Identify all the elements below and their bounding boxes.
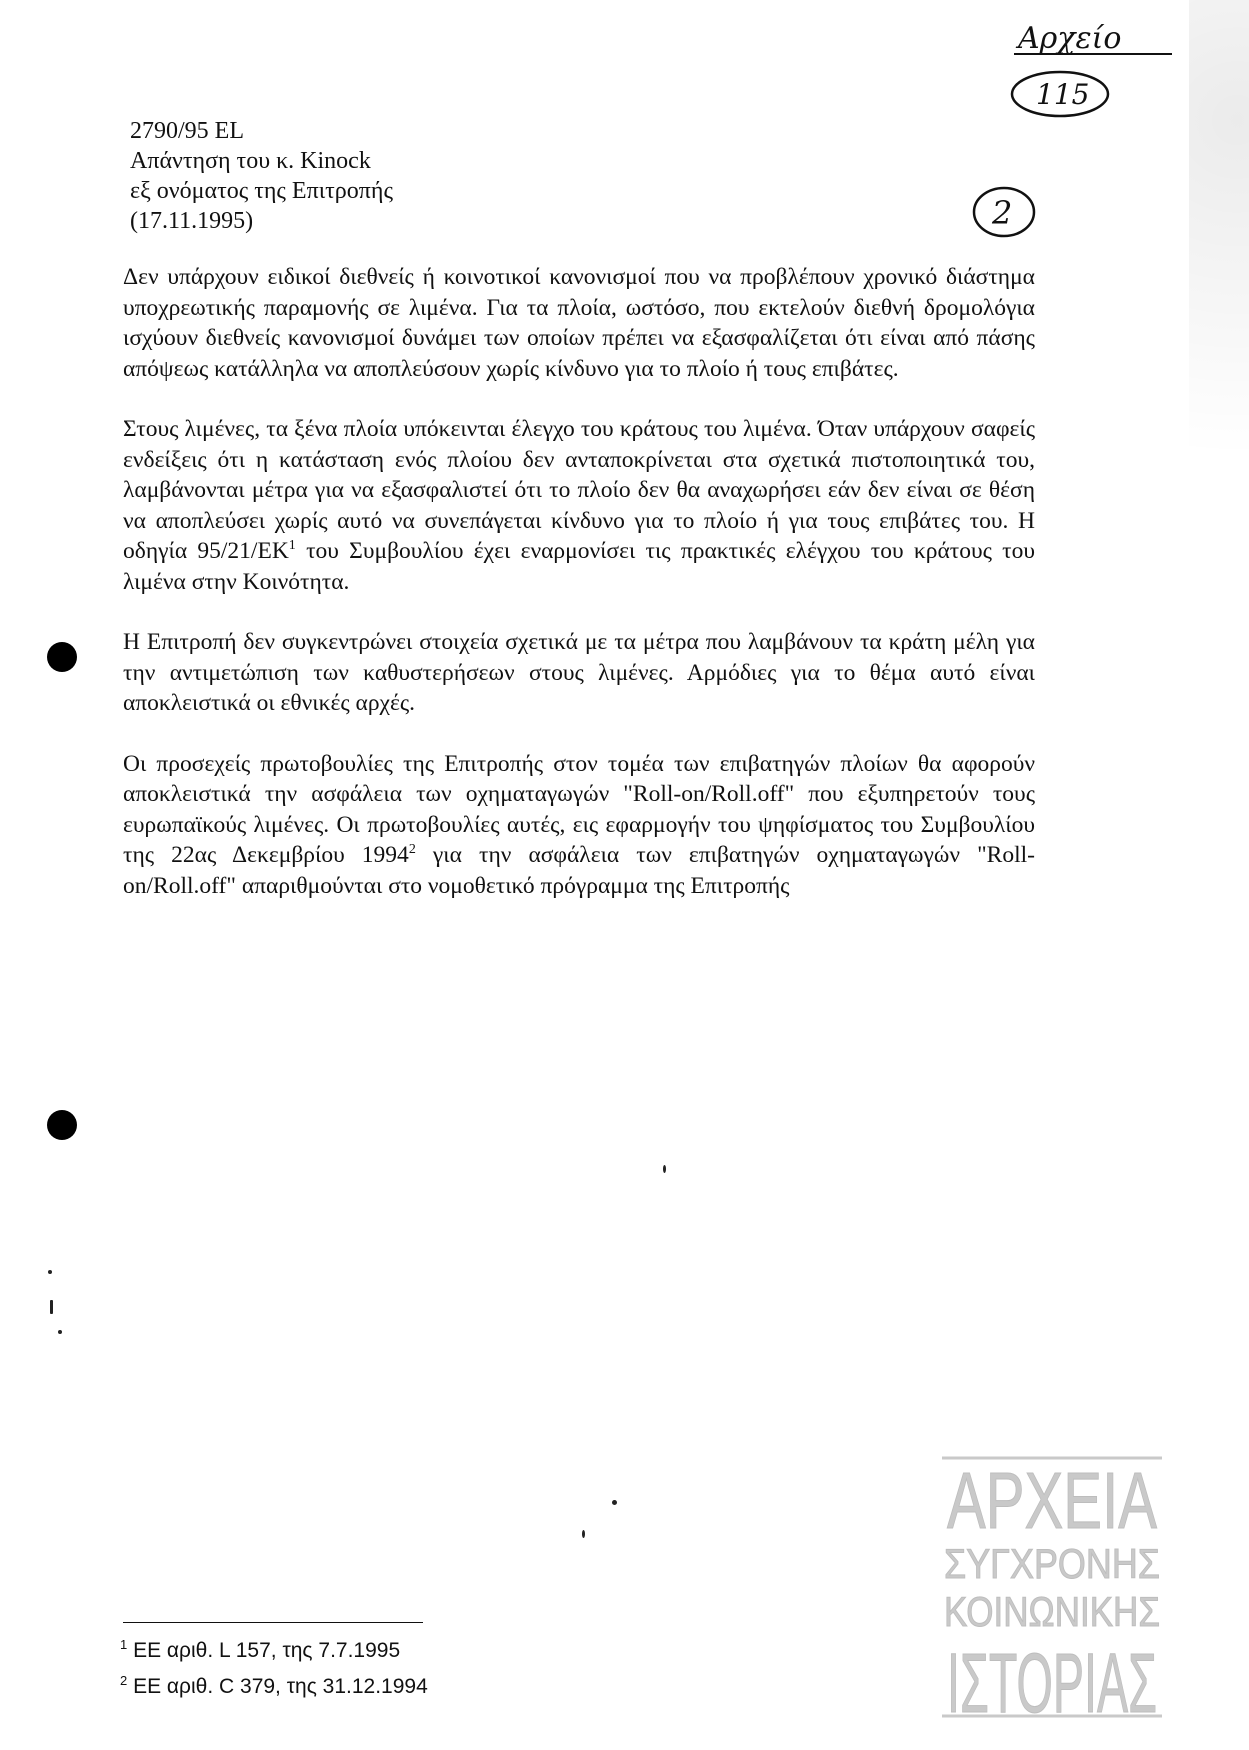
footnotes <box>120 1630 428 1702</box>
paragraph-3: Η Επιτροπή δεν συγκεντρώνει στοιχεία σχετικά με τα μέτρα που λαμβάνουν τα κράτη μέλη για την αντιμετώπιση των καθυστερήσεων στους λιμένες. Αρμόδιες για το θέμα αυτό είναι αποκλειστικά οι εθνικές αρχές. <box>123 629 1035 716</box>
svg-text:2: 2 <box>992 194 1013 232</box>
svg-text:ΣΥΓΧΡΟΝΗΣ: ΣΥΓΧΡΟΝΗΣ <box>944 1540 1160 1587</box>
svg-text:Αρχείο: Αρχείο <box>1018 21 1122 56</box>
on-behalf-of: εξ ονόματος της Επιτροπής <box>130 178 393 204</box>
punch-hole-bottom <box>47 1110 77 1140</box>
reference-number: 2790/95 EL <box>130 118 244 144</box>
scan-speck <box>58 1330 62 1334</box>
scan-speck <box>582 1530 585 1538</box>
footnote-1: $^1$ ΕΕ αριθ. L 157, της 7.7.1995 <box>120 1637 401 1662</box>
svg-text:115: 115 <box>1036 78 1090 111</box>
archive-handwritten-stamp <box>1000 18 1180 118</box>
archive-watermark-logo <box>938 1450 1166 1730</box>
paragraph-2: Στους λιμένες, τα ξένα πλοία υπόκεινται έλεγχο του κράτους του λιμένα. Όταν υπάρχουν σαφείς ενδείξεις ότι η κατάσταση ενός πλοίου δεν ανταποκρίνεται στα σχετικά πιστοποιητικά του, λαμβάνονται μέτρα για να εξασφαλιστεί ότι το πλοίο δεν θα αναχωρήσει εάν δεν είναι σε θέση να αποπλεύσει χωρίς αυτό να συνεπάγεται κίνδυνο για το πλοίο ή για τους επιβάτες του. Η οδηγία $95/21/EK^1$ του Συμβουλίου έχει εναρμονίσει τις πρακτικές ελέγχου του κράτους του λιμένα στην Κοινότητα. <box>123 416 1036 595</box>
footnote-ref-1: 1 <box>288 538 296 554</box>
paragraph-1: Δεν υπάρχουν ειδικοί διεθνείς ή κοινοτικοί κανονισμοί που να προβλέπουν χρονικό διάστημα υποχρεωτικής παραμονής σε λιμένα. Για τα πλοία, ωστόσο, που εκτελούν διεθνή δρομολόγια ισχύουν διεθνείς κανονισμοί δυνάμει των οποίων πρέπει να εξασφαλίζεται ότι είναι από πάσης απόψεως κατάλληλα να αποπλεύσουν χωρίς κίνδυνο για το πλοίο ή τους επιβάτες. <box>123 264 1035 382</box>
footnote-separator <box>123 1622 423 1623</box>
scan-shadow <box>1189 0 1249 600</box>
punch-hole-top <box>47 642 77 672</box>
answer-by: Απάντηση του κ. Kinock <box>130 148 371 174</box>
svg-text:ΚΟΙΝΩΝΙΚΗΣ: ΚΟΙΝΩΝΙΚΗΣ <box>944 1588 1160 1635</box>
document-body <box>123 262 1035 931</box>
circled-number-stamp <box>968 182 1038 242</box>
scan-speck <box>663 1165 666 1173</box>
footnote-ref-2: 2 <box>408 842 416 858</box>
document-header <box>130 116 393 236</box>
scan-speck <box>50 1300 53 1314</box>
answer-date: (17.11.1995) <box>130 208 254 234</box>
paragraph-4: Οι προσεχείς πρωτοβουλίες της Επιτροπής στον τομέα των επιβατηγών πλοίων θα αφορούν αποκλειστικά την ασφάλεια των οχηματαγωγών "Roll-on/Roll.off" που εξυπηρετούν τους ευρωπαϊκούς λιμένες. Οι πρωτοβουλίες αυτές, εις εφαρμογήν του ψηφίσματος του Συμβουλίου της 22ας Δεκεμβρίου 1994$^2$ για την ασφάλεια των επιβατηγών οχηματαγωγών "Roll-on/Roll.off" απαριθμούνται στο νομοθετικό πρόγραμμα της Επιτροπής <box>123 750 1035 899</box>
svg-text:ΑΡΧΕΙΑ: ΑΡΧΕΙΑ <box>947 1456 1158 1545</box>
svg-text:ΙΣΤΟΡΙΑΣ: ΙΣΤΟΡΙΑΣ <box>947 1636 1157 1730</box>
footnote-2: $^2$ ΕΕ αριθ. C 379, της 31.12.1994 <box>120 1673 428 1698</box>
scan-speck <box>612 1500 617 1505</box>
scan-speck <box>48 1270 52 1274</box>
